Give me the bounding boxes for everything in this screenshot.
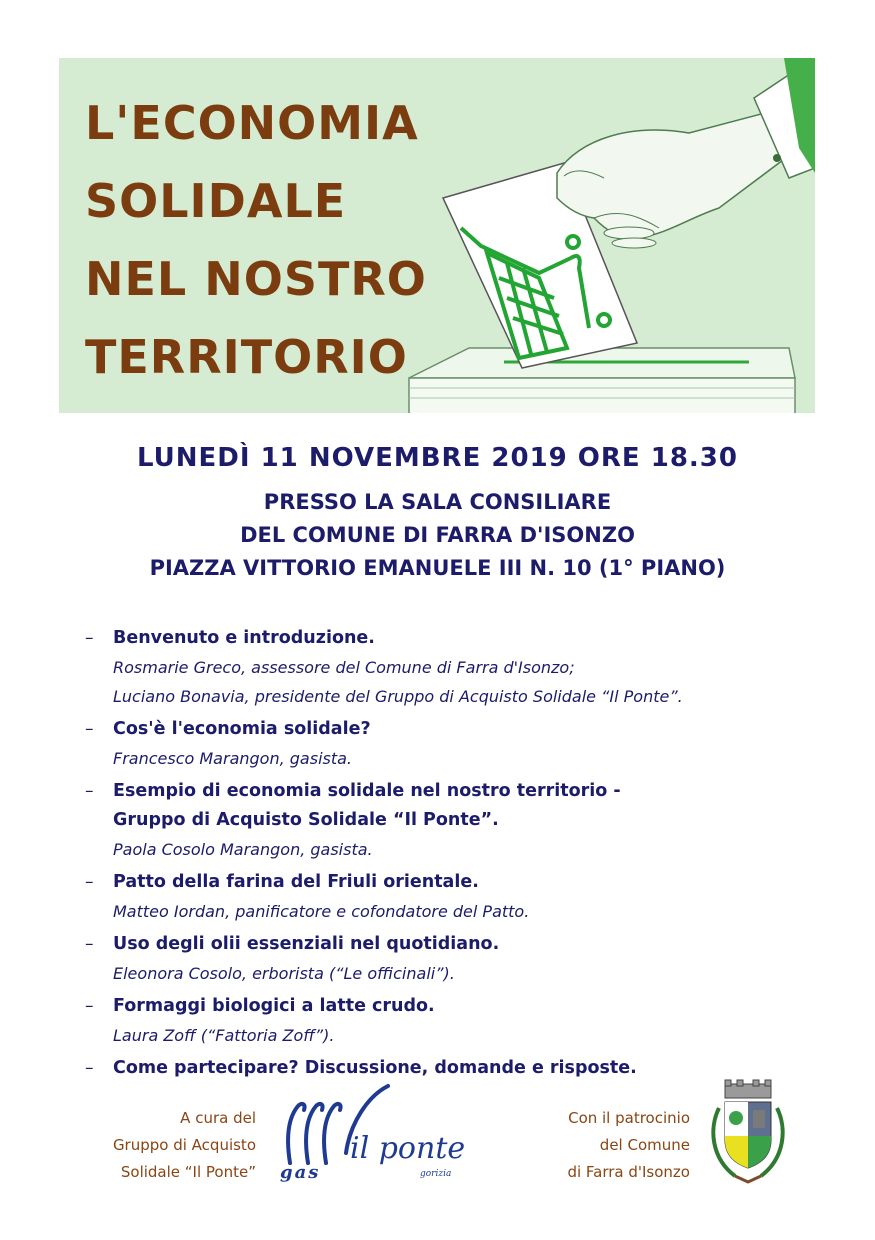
organizer-line: Solidale “Il Ponte” <box>120 1163 256 1181</box>
logo-city-text: gorizia <box>420 1169 452 1179</box>
agenda-item-title: Uso degli olii essenziali nel quotidiano. <box>113 934 500 954</box>
agenda-item-speaker: Francesco Marangon, gasista. <box>113 749 353 768</box>
patronage-line: Con il patrocinio <box>568 1109 690 1127</box>
ballot-box-icon <box>409 348 795 413</box>
banner-title <box>85 84 427 396</box>
dash-bullet: – <box>85 872 94 892</box>
agenda-item-title: Gruppo di Acquisto Solidale “Il Ponte”. <box>113 810 499 830</box>
header-banner <box>59 58 815 413</box>
dash-bullet: – <box>85 996 94 1016</box>
agenda-item-speaker: Luciano Bonavia, presidente del Gruppo di Acquisto Solidale “Il Ponte”. <box>113 687 683 706</box>
venue-line: DEL COMUNE DI FARRA D'ISONZO <box>240 523 635 547</box>
event-date-time: LUNEDÌ 11 NOVEMBRE 2019 ORE 18.30 <box>137 443 738 473</box>
agenda-list <box>85 624 845 1087</box>
venue-line: PRESSO LA SALA CONSILIARE <box>263 490 612 514</box>
dash-bullet: – <box>85 781 94 801</box>
ballot-hand-cart-illustration <box>389 58 815 413</box>
banner-title-line: TERRITORIO <box>85 330 408 384</box>
banner-title-line: SOLIDALE <box>85 174 347 228</box>
event-venue <box>0 486 875 585</box>
agenda-item-title: Esempio di economia solidale nel nostro territorio - <box>113 781 621 801</box>
organizer-line: Gruppo di Acquisto <box>112 1136 256 1154</box>
agenda-item <box>85 868 845 926</box>
dash-bullet: – <box>85 628 94 648</box>
dash-bullet: – <box>85 1058 94 1078</box>
agenda-item <box>85 715 845 773</box>
banner-title-line: L'ECONOMIA <box>85 96 419 150</box>
agenda-item-title: Patto della farina del Friuli orientale. <box>113 872 479 892</box>
patronage-line: di Farra d'Isonzo <box>567 1163 690 1181</box>
dash-bullet: – <box>85 719 94 739</box>
agenda-item-speaker: Paola Cosolo Marangon, gasista. <box>113 840 373 859</box>
patronage-line: del Comune <box>599 1136 690 1154</box>
dash-bullet: – <box>85 934 94 954</box>
agenda-item-speaker: Laura Zoff (“Fattoria Zoff”). <box>113 1026 335 1045</box>
hand-icon <box>557 58 815 248</box>
agenda-item-title: Formaggi biologici a latte crudo. <box>113 996 435 1016</box>
agenda-item-title: Come partecipare? Discussione, domande e risposte. <box>113 1058 637 1078</box>
agenda-item-speaker: Rosmarie Greco, assessore del Comune di Farra d'Isonzo; <box>113 658 575 677</box>
farra-coat-of-arms-icon <box>705 1078 791 1186</box>
agenda-item-title: Cos'è l'economia solidale? <box>113 719 371 739</box>
logo-gas-text: gas <box>280 1162 321 1183</box>
agenda-item-speaker: Eleonora Cosolo, erborista (“Le officinali”). <box>113 964 455 983</box>
agenda-item-speaker: Matteo Iordan, panificatore e cofondatore del Patto. <box>113 902 530 921</box>
gas-il-ponte-logo <box>268 1078 473 1188</box>
agenda-item <box>85 777 845 864</box>
agenda-item <box>85 624 845 711</box>
organizer-credit <box>113 1105 256 1186</box>
organizer-line: A cura del <box>180 1109 256 1127</box>
venue-line: PIAZZA VITTORIO EMANUELE III N. 10 (1° PIANO) <box>149 556 726 580</box>
agenda-item <box>85 992 845 1050</box>
banner-title-line: NEL NOSTRO <box>85 252 427 306</box>
patronage-credit <box>567 1105 690 1186</box>
logo-name-text: il ponte <box>350 1131 466 1166</box>
agenda-item <box>85 930 845 988</box>
agenda-item-title: Benvenuto e introduzione. <box>113 628 375 648</box>
